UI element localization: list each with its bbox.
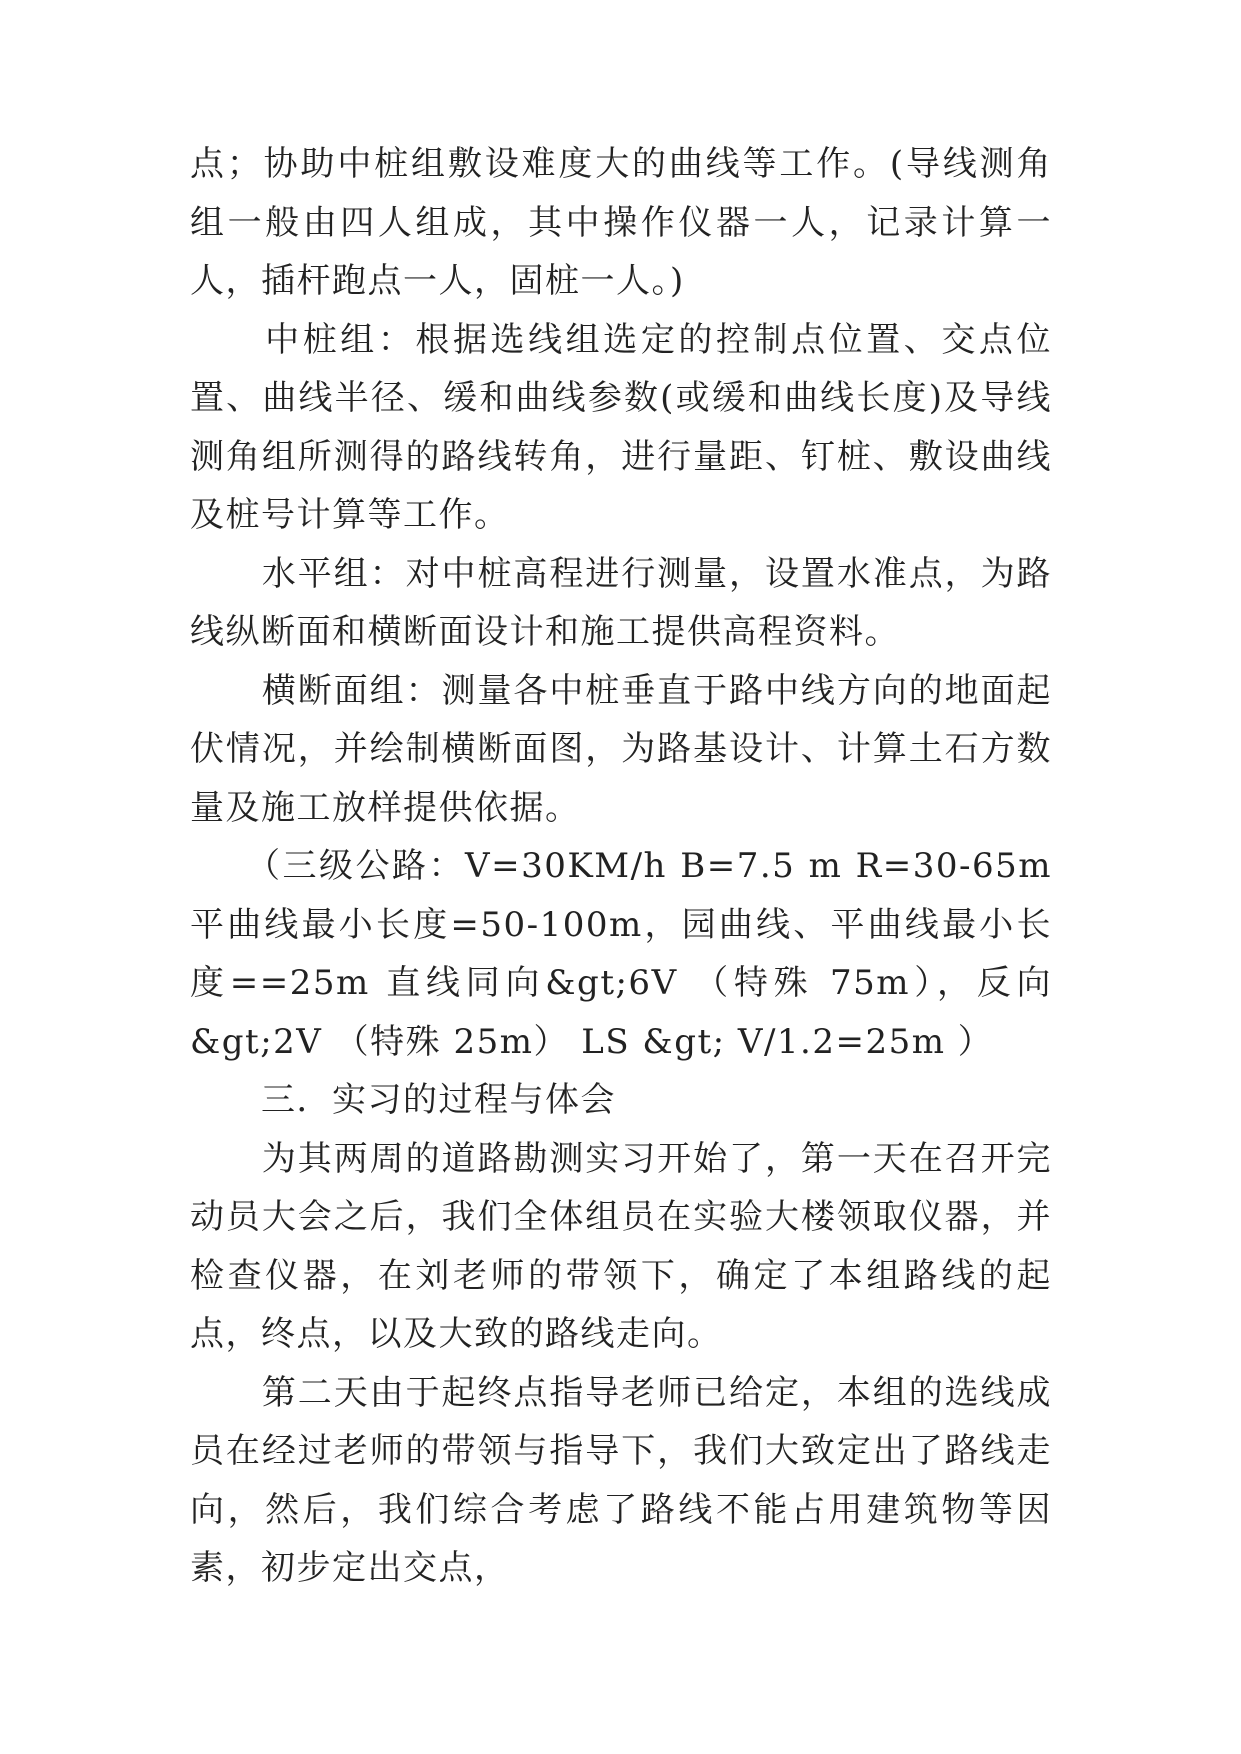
paragraph-road-class-parameters: （三级公路：V=30KM/h B=7.5 m R=30-65m 平曲线最小长度=50-100m，园曲线、平曲线最小长度==25m 直线同向&gt;6V （特殊 75m），反向&gt;2V （特殊 25m） LS &gt; V/1.2=25m ） xyxy=(190,846,1065,1062)
paragraph-leveling-group: 水平组：对中桩高程进行测量，设置水准点，为路线纵断面和横断面设计和施工提供高程资料。 xyxy=(190,553,1052,652)
paragraph-day-two: 第二天由于起终点指导老师已给定，本组的选线成员在经过老师的带领与指导下，我们大致定出了路线走向，然后，我们综合考虑了路线不能占用建筑物等因素，初步定出交点， xyxy=(190,1372,1052,1588)
paragraph-day-one: 为其两周的道路勘测实习开始了，第一天在召开完动员大会之后，我们全体组员在实验大楼领取仪器，并检查仪器，在刘老师的带领下，确定了本组路线的起点，终点，以及大致的路线走向。 xyxy=(190,1138,1052,1354)
paragraph-survey-angle-group: 点；协助中桩组敷设难度大的曲线等工作。(导线测角组一般由四人组成，其中操作仪器一人，记录计算一人，插杆跑点一人，固桩一人。) xyxy=(190,144,1052,301)
paragraph-center-stake-group: 中桩组：根据选线组选定的控制点位置、交点位置、曲线半径、缓和曲线参数(或缓和曲线长度)及导线测角组所测得的路线转角，进行量距、钉桩、敷设曲线及桩号计算等工作。 xyxy=(190,319,1052,535)
paragraph-cross-section-group: 横断面组：测量各中桩垂直于路中线方向的地面起伏情况，并绘制横断面图，为路基设计、计算土石方数量及施工放样提供依据。 xyxy=(190,670,1052,828)
section-heading-process: 三．实习的过程与体会 xyxy=(190,1080,616,1120)
document-body xyxy=(190,135,1065,1598)
